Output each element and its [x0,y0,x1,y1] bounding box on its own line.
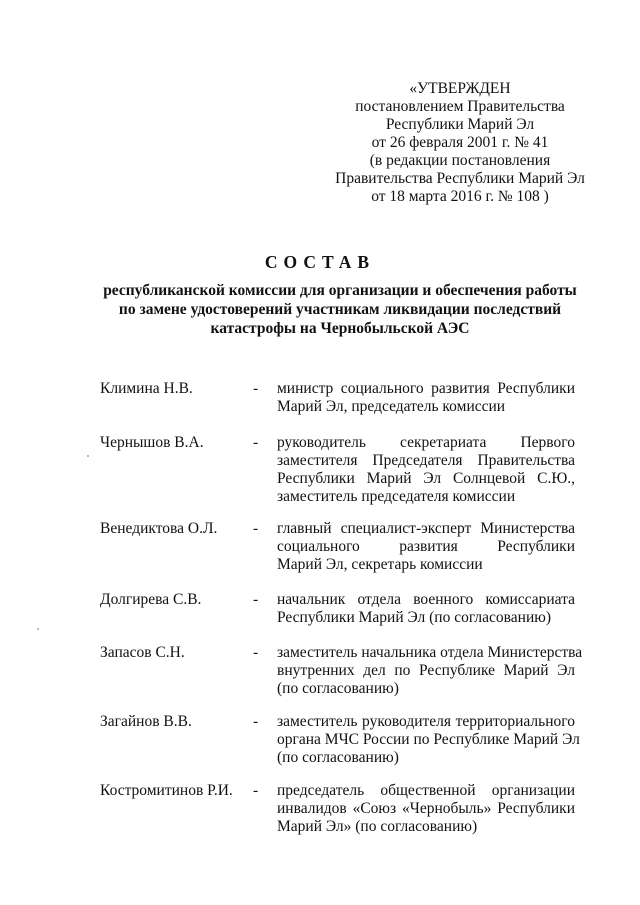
member-description [277,591,575,627]
description-line: министр социального развития Республики [277,380,575,397]
description-line: органа МЧС России по Республике Марий Эл [277,731,580,748]
scan-speck [37,628,39,630]
description-line: Республики Марий Эл Солнцевой С.Ю., [277,470,575,487]
description-line: (по согласованию) [277,680,399,697]
scan-speck [87,455,89,457]
member-description [277,644,583,698]
subtitle-line: по замене удостоверений участникам ликвидации последствий [118,301,562,318]
description-line: заместителя Председателя Правительства [277,452,575,469]
approval-line: «УТВЕРЖДЕН [409,80,511,97]
description-line: социального развития Республики [277,538,575,555]
description-line: заместитель руководителя территориального [277,713,575,730]
member-dash: - [253,434,259,451]
description-line: инвалидов «Союз «Чернобыль» Республики [277,800,575,817]
description-line: главный специалист-эксперт Министерства [277,520,575,537]
member-description [277,520,575,574]
member-name: Климина Н.В. [100,380,193,397]
description-line: начальник отдела военного комиссариата [277,591,575,608]
member-name: Костромитинов Р.И. [100,782,233,799]
description-line: заместитель начальника отдела Министерства [277,644,583,661]
approval-line: от 26 февраля 2001 г. № 41 [371,134,549,151]
description-line: (по согласованию) [277,749,399,766]
member-dash: - [253,591,259,608]
member-description [277,434,575,506]
approval-stamp [315,80,605,206]
description-line: заместитель председателя комиссии [277,488,516,505]
description-line: председатель общественной организации [277,782,575,799]
approval-line: постановлением Правительства [355,98,565,115]
member-dash: - [253,380,259,397]
member-description [277,713,580,767]
member-dash: - [253,644,259,661]
document-subtitle [95,281,585,338]
description-line: руководитель секретариата Первого [277,434,575,451]
approval-line: от 18 марта 2016 г. № 108 ) [371,188,549,205]
member-description [277,380,575,416]
member-name: Венедиктова О.Л. [100,520,218,537]
description-line: Марий Эл» (по согласованию) [277,818,478,835]
member-name: Долгирева С.В. [100,591,202,608]
member-dash: - [253,520,259,537]
approval-line: Правительства Республики Марий Эл [335,170,585,187]
subtitle-line: республиканской комиссии для организации и обеспечения работы [103,282,577,299]
description-line: Марий Эл, председатель комиссии [277,398,506,415]
description-line: Марий Эл, секретарь комиссии [277,556,483,573]
member-dash: - [253,713,259,730]
approval-line: (в редакции постановления [369,152,551,169]
member-name: Чернышов В.А. [100,434,204,451]
member-description [277,782,575,836]
description-line: Республики Марий Эл (по согласованию) [277,609,551,626]
member-dash: - [253,782,259,799]
document-title: СОСТАВ [264,252,376,272]
member-name: Запасов С.Н. [100,644,185,661]
approval-line: Республики Марий Эл [385,116,535,133]
description-line: внутренних дел по Республике Марий Эл [277,662,575,679]
subtitle-line: катастрофы на Чернобыльской АЭС [210,320,470,337]
member-name: Загайнов В.В. [100,713,192,730]
